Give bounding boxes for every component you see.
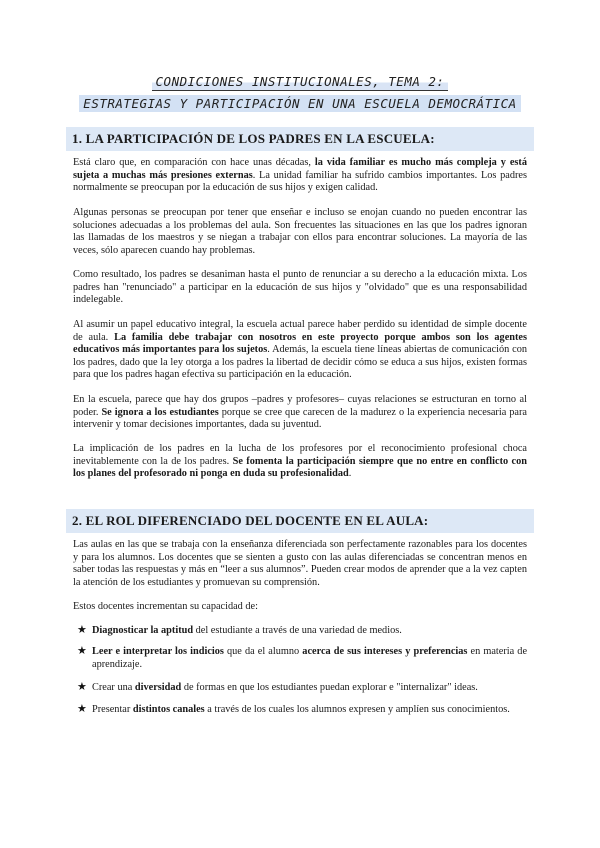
section-1-paragraph-1: Está claro que, en comparación con hace unas décadas, la vida familiar es mucho más compleja y está sujeta a muchas más presiones externas. La unidad familiar ha sufrido cambios importantes. Los padres normalmente se preocupan por la educación de sus hijos y exigen calidad.: [73, 157, 527, 194]
list-item: ★ Leer e interpretar los indicios que da el alumno acerca de sus intereses y preferencias en materia de aprendizaje.: [77, 645, 528, 670]
star-icon: ★: [77, 703, 87, 715]
section-1-paragraph-3: Como resultado, los padres se desaniman hasta el punto de renunciar a su derecho a la educación mixta. Los padres han "renunciado" a participar en la educación de sus hijos y "olvidado" que es una responsabilidad indelegable.: [73, 269, 527, 306]
section-1-heading: 1. LA PARTICIPACIÓN DE LOS PADRES EN LA ESCUELA:: [66, 127, 534, 151]
section-1-paragraph-6: La implicación de los padres en la lucha de los profesores por el reconocimiento profesional choca inevitablemente con la de los padres. Se fomenta la participación siempre que no entre en conflicto con los planes del profesorado ni ponga en duda su profesionalidad.: [73, 443, 527, 480]
document-title-line-2: ESTRATEGIAS Y PARTICIPACIÓN EN UNA ESCUELA DEMOCRÁTICA: [0, 96, 600, 111]
document-title-line-1: CONDICIONES INSTITUCIONALES, TEMA 2:: [0, 74, 600, 89]
section-1-paragraph-4: Al asumir un papel educativo integral, la escuela actual parece haber perdido su identidad de simple docente de aula. La familia debe trabajar con nosotros en este proyecto porque ambos son los agentes educativos más importantes para los sujetos. Además, la escuela tiene líneas abiertas de comunicación con los padres, dado que la ley otorga a los padres la libertad de decidir cómo se educa a sus hijos, existen formas para que los padres hagan efectiva su participación en la educación.: [73, 319, 528, 381]
section-2-paragraph-1: Las aulas en las que se trabaja con la enseñanza diferenciada son perfectamente razonables para los docentes y para los alumnos. Los docentes que se sienten a gusto con las aulas diferenciadas se concentran menos en saber todas las respuestas y más en “leer a sus alumnos”. Pueden crear modos de aprender que a la vez capten la atención de los estudiantes y promuevan su comprensión.: [73, 539, 527, 588]
section-2-paragraph-2: Estos docentes incrementan su capacidad de:: [73, 601, 258, 612]
star-icon: ★: [77, 645, 87, 657]
section-1-paragraph-5: En la escuela, parece que hay dos grupos –padres y profesores– cuyas relaciones se estructuran en torno al poder. Se ignora a los estudiantes porque se cree que carecen de la madurez o la experiencia necesaria para intervenir y tomar decisiones importantes, dada su juventud.: [73, 394, 527, 431]
list-item: ★ Presentar distintos canales a través de los cuales los alumnos expresen y amplíen sus conocimientos.: [77, 703, 510, 715]
star-icon: ★: [77, 624, 87, 636]
section-2-heading: 2. EL ROL DIFERENCIADO DEL DOCENTE EN EL AULA:: [66, 509, 534, 533]
list-item: ★ Diagnosticar la aptitud del estudiante a través de una variedad de medios.: [77, 624, 402, 636]
list-item: ★ Crear una diversidad de formas en que los estudiantes puedan explorar e "internalizar" ideas.: [77, 681, 478, 693]
section-1-paragraph-2: Algunas personas se preocupan por tener que enseñar e incluso se enojan cuando no pueden encontrar las soluciones adecuadas a los problemas del aula. Son frecuentes las situaciones en las que los padres ignoran las llamadas de los maestros y se niegan a trabajar con ellos para encontrar soluciones. La mayoría de las veces, sólo aparecen cuando hay problemas.: [73, 207, 527, 256]
star-icon: ★: [77, 681, 87, 693]
